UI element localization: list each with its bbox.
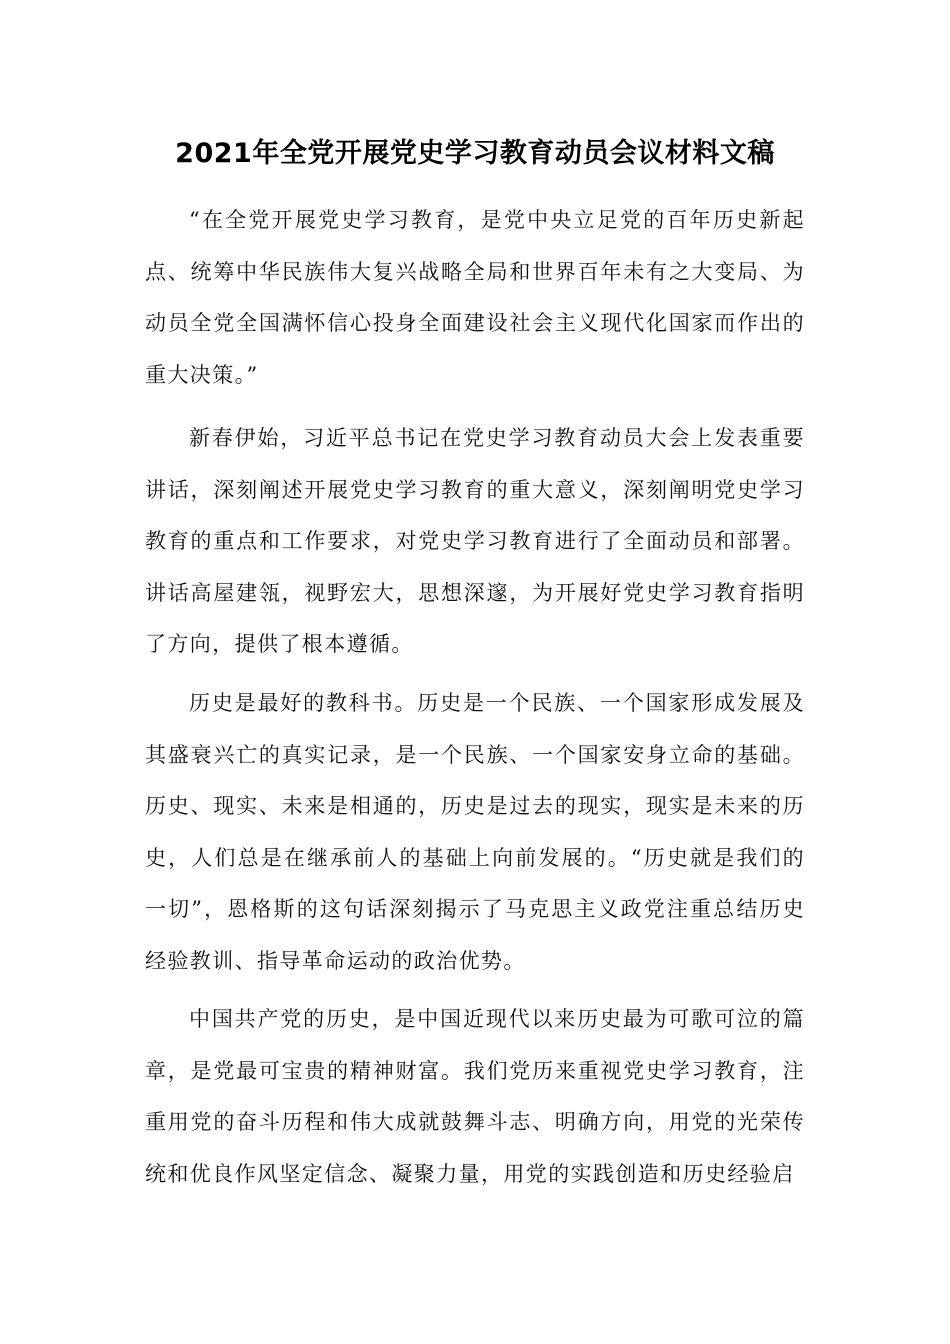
- paragraph-quote: “在全党开展党史学习教育，是党中央立足党的百年历史新起点、统筹中华民族伟大复兴战略全局和世界百年未有之大变局、为动员全党全国满怀信心投身全面建设社会主义现代化国家而作出的重大决策。”: [145, 208, 805, 387]
- paragraph-party-history: 中国共产党的历史，是中国近现代以来历史最为可歌可泣的篇章，是党最可宝贵的精神财富。我们党历来重视党史学习教育，注重用党的奋斗历程和伟大成就鼓舞斗志、明确方向，用党的光荣传统和优良作风坚定信念、凝聚力量，用党的实践创造和历史经验启: [145, 1007, 805, 1186]
- paragraph-speech: 新春伊始，习近平总书记在党史学习教育动员大会上发表重要讲话，深刻阐述开展党史学习教育的重大意义，深刻阐明党史学习教育的重点和工作要求，对党史学习教育进行了全面动员和部署。讲话高屋建瓴，视野宏大，思想深邃，为开展好党史学习教育指明了方向，提供了根本遵循。: [145, 426, 805, 656]
- document-title: 2021年全党开展党史学习教育动员会议材料文稿: [175, 138, 775, 169]
- paragraph-history: 历史是最好的教科书。历史是一个民族、一个国家形成发展及其盛衰兴亡的真实记录，是一个民族、一个国家安身立命的基础。历史、现实、未来是相通的，历史是过去的现实，现实是未来的历史，人们总是在继承前人的基础上向前发展的。“历史就是我们的一切”，恩格斯的这句话深刻揭示了马克思主义政党注重总结历史经验教训、指导革命运动的政治优势。: [145, 691, 805, 973]
